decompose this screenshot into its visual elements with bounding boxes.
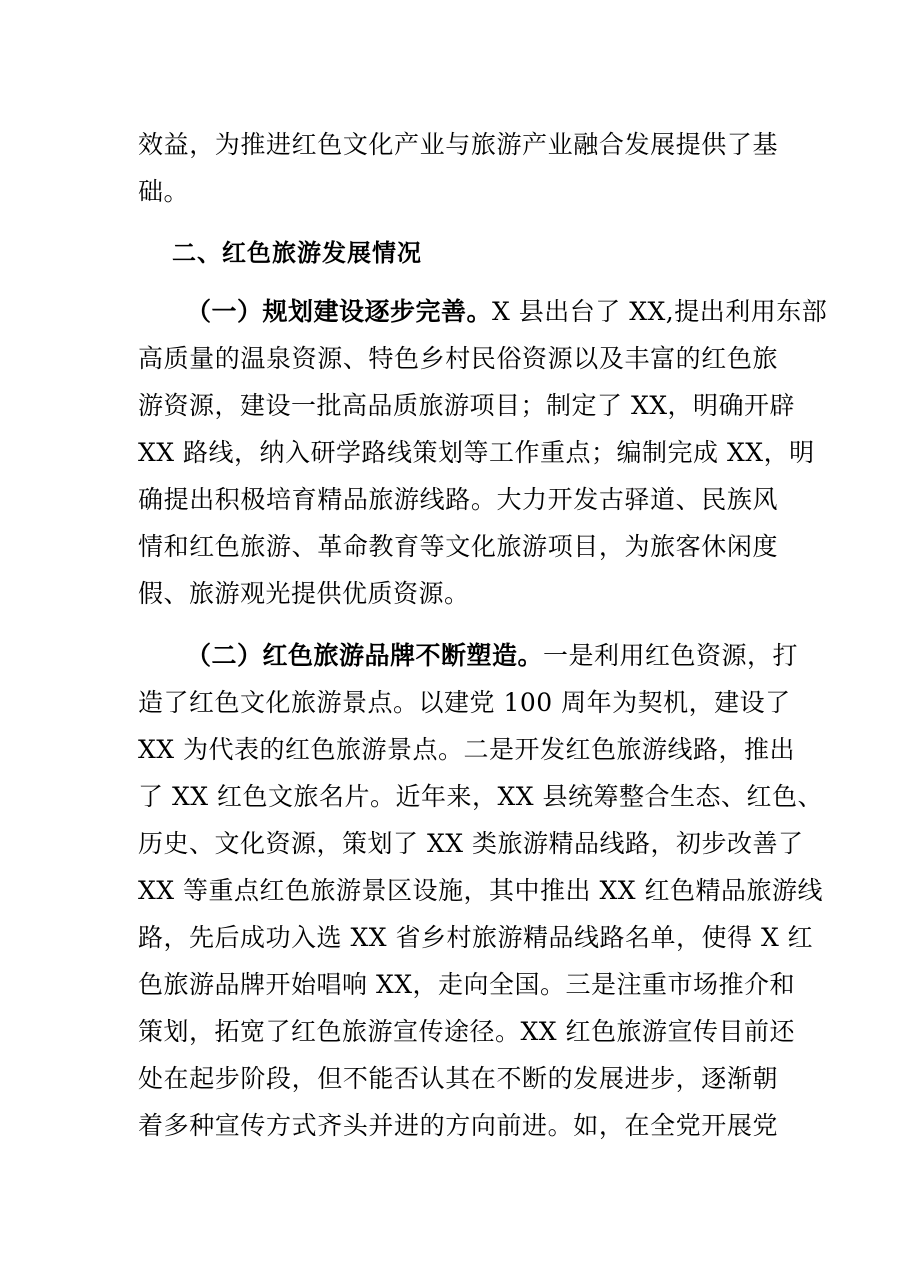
- paragraph-line: 游资源，建设一批高品质旅游项目；制定了 XX，明确开辟: [138, 391, 796, 420]
- paragraph-line: 高质量的温泉资源、特色乡村民俗资源以及丰富的红色旅: [138, 344, 778, 373]
- paragraph-line: 础。: [138, 177, 190, 206]
- paragraph-line: 情和红色旅游、革命教育等文化旅游项目，为旅客休闲度: [138, 532, 778, 561]
- subheading-lead: （一）规划建设逐步完善。: [186, 297, 493, 326]
- paragraph-text: 一是利用红色资源，打: [543, 641, 799, 670]
- subheading-lead: （二）红色旅游品牌不断塑造。: [186, 641, 544, 670]
- paragraph-line: 效益，为推进红色文化产业与旅游产业融合发展提供了基: [138, 130, 778, 159]
- paragraph-line: 处在起步阶段，但不能否认其在不断的发展进步，逐渐朝: [138, 1064, 778, 1093]
- section-heading: 二、红色旅游发展情况: [172, 238, 422, 267]
- paragraph-line: XX 为代表的红色旅游景点。二是开发红色旅游线路，推出: [138, 735, 796, 764]
- paragraph-line: 策划，拓宽了红色旅游宣传途径。XX 红色旅游宣传目前还: [138, 1017, 796, 1046]
- paragraph-first-line: [186, 297, 828, 327]
- paragraph-line: 确提出积极培育精品旅游线路。大力开发古驿道、民族风: [138, 485, 778, 514]
- paragraph-first-line: [186, 641, 799, 671]
- paragraph-line: 了 XX 红色文旅名片。近年来，XX 县统筹整合生态、红色、: [138, 782, 824, 811]
- paragraph-text: X 县出台了 XX,提出利用东部: [492, 297, 828, 326]
- paragraph-line: 历史、文化资源，策划了 XX 类旅游精品线路，初步改善了: [138, 829, 804, 858]
- paragraph-line: 造了红色文化旅游景点。以建党 100 周年为契机，建设了: [138, 688, 791, 717]
- paragraph-line: 色旅游品牌开始唱响 XX，走向全国。三是注重市场推介和: [138, 970, 796, 999]
- paragraph-line: XX 等重点红色旅游景区设施，其中推出 XX 红色精品旅游线: [138, 876, 824, 905]
- paragraph-line: 着多种宣传方式齐头并进的方向前进。如，在全党开展党: [138, 1111, 778, 1140]
- paragraph-line: 假、旅游观光提供优质资源。: [138, 579, 470, 608]
- paragraph-line: XX 路线，纳入研学路线策划等工作重点；编制完成 XX，明: [138, 438, 815, 467]
- paragraph-line: 路，先后成功入选 XX 省乡村旅游精品线路名单，使得 X 红: [138, 923, 814, 952]
